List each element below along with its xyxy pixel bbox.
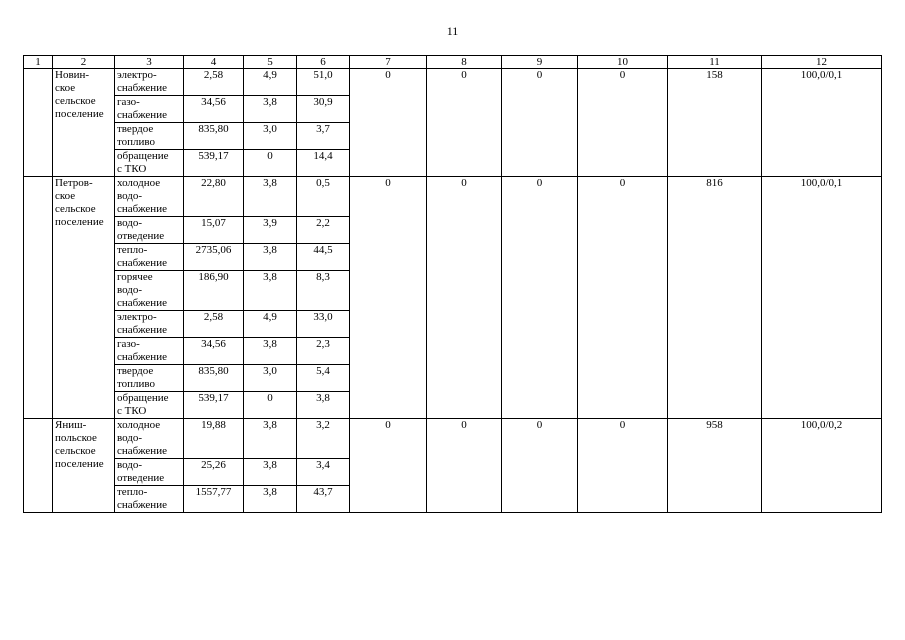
value-col5: 3,8 (244, 177, 297, 217)
service-name-line: обращение (117, 392, 169, 404)
table-row (24, 69, 882, 96)
value-col6: 3,2 (297, 419, 350, 459)
value-col6: 3,4 (297, 459, 350, 486)
value-col6: 44,5 (297, 244, 350, 271)
value-col5: 3,8 (244, 486, 297, 513)
value-col10: 0 (578, 177, 668, 419)
settlement-name-line: Петров- (55, 177, 93, 189)
service-name-line: с ТКО (117, 163, 147, 175)
value-col4: 539,17 (184, 392, 244, 419)
value-col4: 539,17 (184, 150, 244, 177)
table-row (24, 177, 882, 217)
value-col6: 51,0 (297, 69, 350, 96)
value-col10: 0 (578, 69, 668, 177)
value-col11: 158 (668, 69, 762, 177)
value-col8: 0 (427, 419, 502, 513)
service-name-line: снабжение (117, 257, 167, 269)
page-number: 11 (446, 24, 459, 38)
service-name-line: тепло- (117, 486, 148, 498)
service-name-line: с ТКО (117, 405, 147, 417)
value-col4: 835,80 (184, 365, 244, 392)
column-number: 1 (24, 56, 53, 69)
settlement-name (53, 419, 115, 513)
service-name (115, 177, 184, 217)
service-name (115, 271, 184, 311)
service-name-line: газо- (117, 96, 140, 108)
service-name (115, 217, 184, 244)
service-name-line: тепло- (117, 244, 148, 256)
service-name-line: водо- (117, 190, 143, 202)
column-number: 11 (668, 56, 762, 69)
settlement-name-line: поселение (55, 458, 104, 470)
value-col6: 14,4 (297, 150, 350, 177)
service-name (115, 150, 184, 177)
service-name (115, 459, 184, 486)
value-col5: 3,0 (244, 123, 297, 150)
table-body (24, 69, 882, 513)
value-col5: 3,8 (244, 419, 297, 459)
settlement-name-line: поселение (55, 108, 104, 120)
value-col4: 835,80 (184, 123, 244, 150)
service-name-line: топливо (117, 136, 156, 148)
service-name-line: холодное (117, 419, 161, 431)
column-number: 10 (578, 56, 668, 69)
value-col4: 25,26 (184, 459, 244, 486)
service-name-line: газо- (117, 338, 140, 350)
settlement-name-line: Новин- (55, 69, 90, 81)
service-name-line: снабжение (117, 499, 167, 511)
value-col4: 34,56 (184, 96, 244, 123)
value-col9: 0 (502, 69, 578, 177)
value-col6: 3,7 (297, 123, 350, 150)
service-name (115, 486, 184, 513)
service-name (115, 419, 184, 459)
settlement-name-line: ское (55, 190, 76, 202)
column-number: 4 (184, 56, 244, 69)
service-name (115, 96, 184, 123)
value-col12: 100,0/0,1 (762, 177, 882, 419)
value-col6: 30,9 (297, 96, 350, 123)
value-col6: 33,0 (297, 311, 350, 338)
settlement-name-line: польское (55, 432, 97, 444)
service-name-line: отведение (117, 472, 165, 484)
value-col4: 19,88 (184, 419, 244, 459)
value-col12: 100,0/0,1 (762, 69, 882, 177)
column-number: 9 (502, 56, 578, 69)
column-number: 2 (53, 56, 115, 69)
value-col5: 3,0 (244, 365, 297, 392)
service-name-line: снабжение (117, 324, 167, 336)
service-name-line: твердое (117, 123, 154, 135)
service-name (115, 123, 184, 150)
row-index-cell (24, 69, 53, 177)
settlement-name-line: Яниш- (55, 419, 87, 431)
value-col12: 100,0/0,2 (762, 419, 882, 513)
value-col4: 2735,06 (184, 244, 244, 271)
value-col5: 3,8 (244, 244, 297, 271)
value-col6: 8,3 (297, 271, 350, 311)
value-col8: 0 (427, 177, 502, 419)
service-name-line: снабжение (117, 445, 167, 457)
value-col5: 3,8 (244, 96, 297, 123)
settlement-name-line: ское (55, 82, 76, 94)
service-name-line: твердое (117, 365, 154, 377)
value-col4: 2,58 (184, 311, 244, 338)
service-name-line: обращение (117, 150, 169, 162)
service-name-line: водо- (117, 459, 143, 471)
value-col4: 2,58 (184, 69, 244, 96)
service-name-line: водо- (117, 217, 143, 229)
value-col6: 0,5 (297, 177, 350, 217)
settlement-name-line: сельское (55, 203, 96, 215)
column-number: 5 (244, 56, 297, 69)
settlement-name-line: сельское (55, 95, 96, 107)
service-name (115, 311, 184, 338)
value-col6: 2,2 (297, 217, 350, 244)
settlement-name (53, 177, 115, 419)
row-index-cell (24, 177, 53, 419)
value-col6: 2,3 (297, 338, 350, 365)
service-name (115, 69, 184, 96)
service-name-line: холодное (117, 177, 161, 189)
service-name-line: водо- (117, 432, 143, 444)
value-col5: 4,9 (244, 311, 297, 338)
value-col5: 0 (244, 150, 297, 177)
value-col5: 3,8 (244, 338, 297, 365)
column-numbers-row (24, 56, 882, 69)
value-col4: 1557,77 (184, 486, 244, 513)
column-number: 7 (350, 56, 427, 69)
row-index-cell (24, 419, 53, 513)
column-number: 12 (762, 56, 882, 69)
value-col9: 0 (502, 419, 578, 513)
value-col5: 3,8 (244, 459, 297, 486)
service-name-line: снабжение (117, 203, 167, 215)
value-col6: 3,8 (297, 392, 350, 419)
value-col6: 43,7 (297, 486, 350, 513)
value-col8: 0 (427, 69, 502, 177)
service-name-line: электро- (117, 69, 157, 81)
service-name-line: топливо (117, 378, 156, 390)
value-col5: 3,9 (244, 217, 297, 244)
value-col11: 816 (668, 177, 762, 419)
value-col6: 5,4 (297, 365, 350, 392)
service-name (115, 365, 184, 392)
value-col5: 4,9 (244, 69, 297, 96)
value-col5: 3,8 (244, 271, 297, 311)
service-name-line: горячее (117, 271, 153, 283)
settlement-name-line: сельское (55, 445, 96, 457)
value-col7: 0 (350, 177, 427, 419)
value-col11: 958 (668, 419, 762, 513)
value-col4: 34,56 (184, 338, 244, 365)
service-name-line: снабжение (117, 351, 167, 363)
service-name (115, 338, 184, 365)
table-row (24, 419, 882, 459)
tariff-table (23, 55, 882, 513)
value-col4: 22,80 (184, 177, 244, 217)
service-name-line: электро- (117, 311, 157, 323)
column-number: 3 (115, 56, 184, 69)
service-name-line: отведение (117, 230, 165, 242)
column-number: 6 (297, 56, 350, 69)
service-name-line: водо- (117, 284, 143, 296)
value-col7: 0 (350, 419, 427, 513)
service-name-line: снабжение (117, 297, 167, 309)
service-name (115, 244, 184, 271)
settlement-name (53, 69, 115, 177)
value-col10: 0 (578, 419, 668, 513)
settlement-name-line: поселение (55, 216, 104, 228)
value-col9: 0 (502, 177, 578, 419)
service-name (115, 392, 184, 419)
service-name-line: снабжение (117, 82, 167, 94)
value-col5: 0 (244, 392, 297, 419)
column-number: 8 (427, 56, 502, 69)
value-col4: 15,07 (184, 217, 244, 244)
value-col7: 0 (350, 69, 427, 177)
service-name-line: снабжение (117, 109, 167, 121)
value-col4: 186,90 (184, 271, 244, 311)
